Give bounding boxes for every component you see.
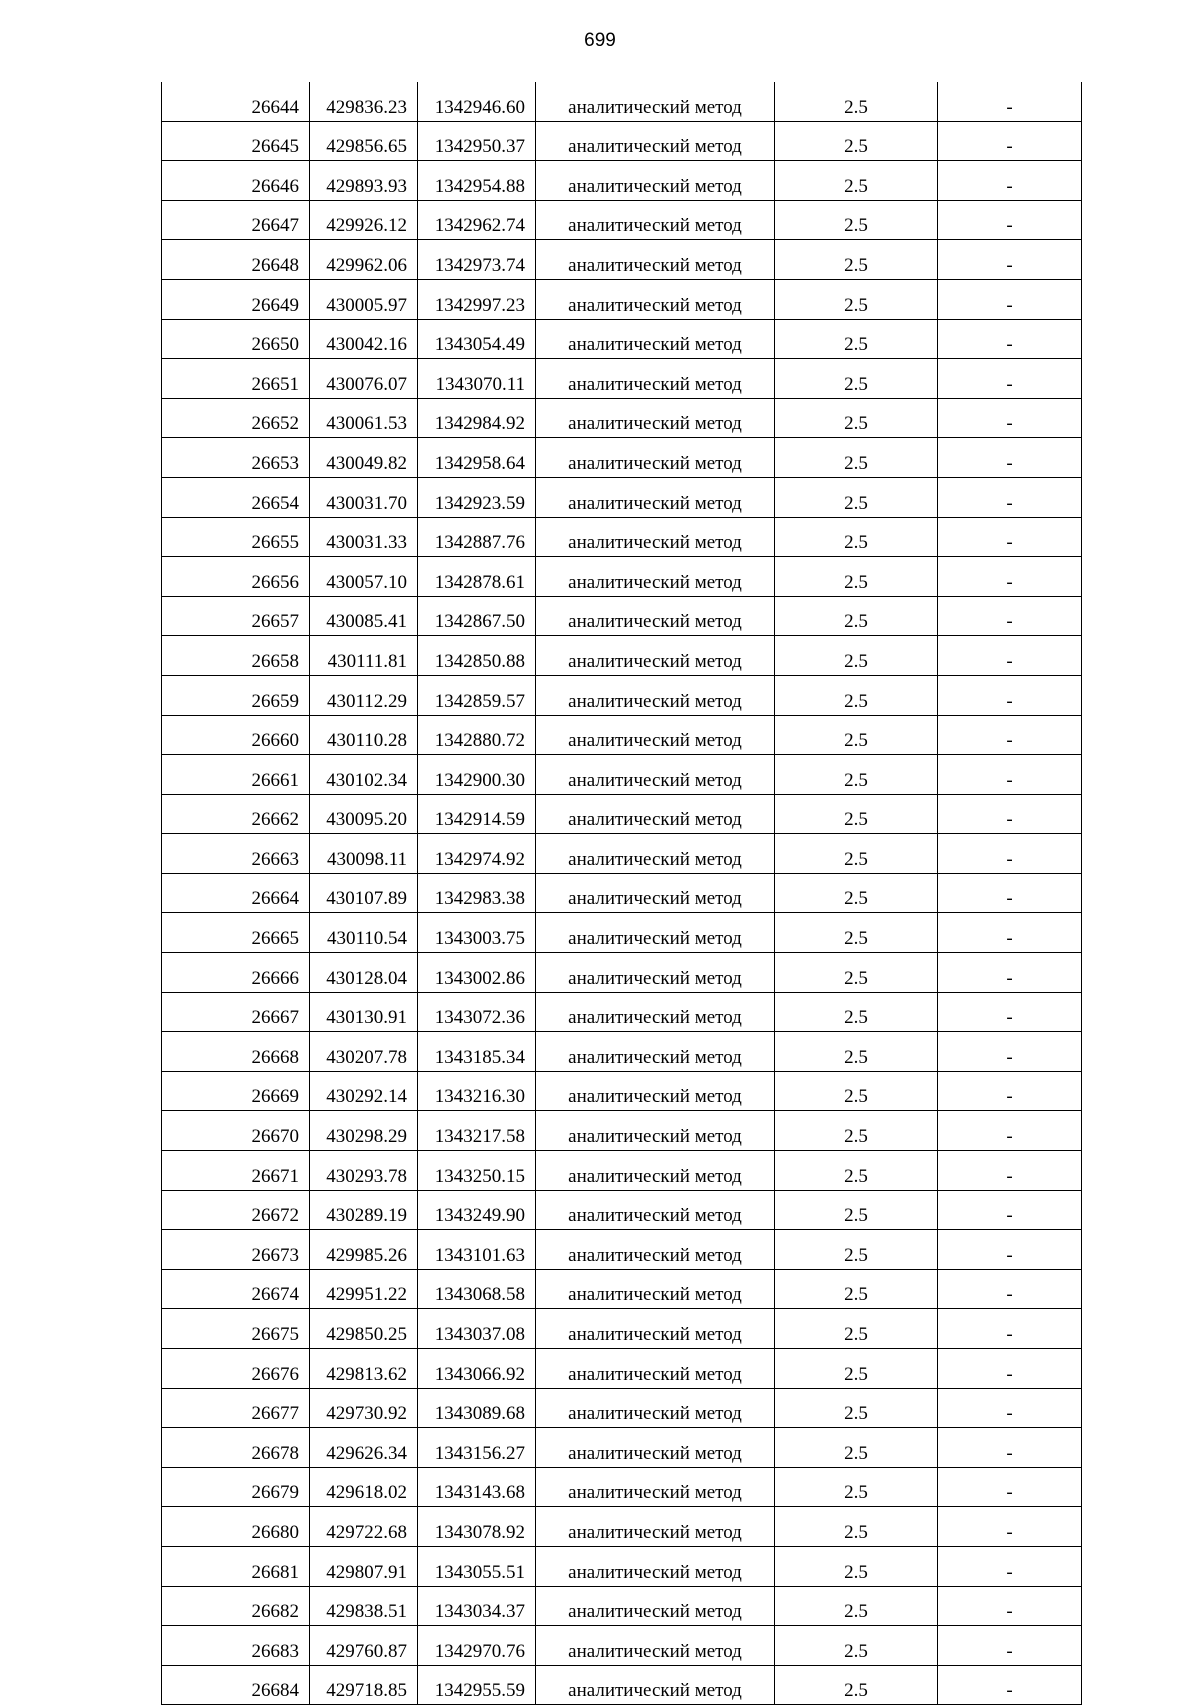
table-row <box>162 279 1082 319</box>
note-cell: - <box>938 1467 1082 1507</box>
accuracy-cell: 2.5 <box>775 636 938 676</box>
y-coordinate-cell: 1343217.58 <box>418 1111 536 1151</box>
table-row <box>162 834 1082 874</box>
accuracy-cell: 2.5 <box>775 279 938 319</box>
table-row <box>162 1190 1082 1230</box>
accuracy-cell: 2.5 <box>775 794 938 834</box>
y-coordinate-cell: 1343185.34 <box>418 1032 536 1072</box>
note-cell: - <box>938 1665 1082 1705</box>
table-row <box>162 1032 1082 1072</box>
table-body <box>162 82 1082 1705</box>
point-number-cell: 26667 <box>162 992 310 1032</box>
x-coordinate-cell: 430098.11 <box>310 834 418 874</box>
accuracy-cell: 2.5 <box>775 477 938 517</box>
y-coordinate-cell: 1342923.59 <box>418 477 536 517</box>
note-cell: - <box>938 596 1082 636</box>
y-coordinate-cell: 1343250.15 <box>418 1151 536 1191</box>
accuracy-cell: 2.5 <box>775 1665 938 1705</box>
point-number-cell: 26653 <box>162 438 310 478</box>
accuracy-cell: 2.5 <box>775 1467 938 1507</box>
table-row <box>162 398 1082 438</box>
accuracy-cell: 2.5 <box>775 1507 938 1547</box>
table-row <box>162 1388 1082 1428</box>
x-coordinate-cell: 429760.87 <box>310 1626 418 1666</box>
x-coordinate-cell: 430049.82 <box>310 438 418 478</box>
table-row <box>162 200 1082 240</box>
note-cell: - <box>938 1507 1082 1547</box>
note-cell: - <box>938 82 1082 121</box>
x-coordinate-cell: 430289.19 <box>310 1190 418 1230</box>
note-cell: - <box>938 1309 1082 1349</box>
x-coordinate-cell: 430111.81 <box>310 636 418 676</box>
accuracy-cell: 2.5 <box>775 992 938 1032</box>
method-cell: аналитический метод <box>536 1269 775 1309</box>
accuracy-cell: 2.5 <box>775 596 938 636</box>
accuracy-cell: 2.5 <box>775 557 938 597</box>
point-number-cell: 26677 <box>162 1388 310 1428</box>
table-row <box>162 596 1082 636</box>
accuracy-cell: 2.5 <box>775 834 938 874</box>
method-cell: аналитический метод <box>536 82 775 121</box>
y-coordinate-cell: 1343054.49 <box>418 319 536 359</box>
y-coordinate-cell: 1342880.72 <box>418 715 536 755</box>
point-number-cell: 26657 <box>162 596 310 636</box>
point-number-cell: 26670 <box>162 1111 310 1151</box>
y-coordinate-cell: 1342878.61 <box>418 557 536 597</box>
note-cell: - <box>938 359 1082 399</box>
y-coordinate-cell: 1343143.68 <box>418 1467 536 1507</box>
method-cell: аналитический метод <box>536 1349 775 1389</box>
table-row <box>162 1586 1082 1626</box>
method-cell: аналитический метод <box>536 1428 775 1468</box>
x-coordinate-cell: 429722.68 <box>310 1507 418 1547</box>
table-row <box>162 715 1082 755</box>
accuracy-cell: 2.5 <box>775 398 938 438</box>
note-cell: - <box>938 1269 1082 1309</box>
note-cell: - <box>938 1626 1082 1666</box>
point-number-cell: 26669 <box>162 1071 310 1111</box>
note-cell: - <box>938 1388 1082 1428</box>
y-coordinate-cell: 1342867.50 <box>418 596 536 636</box>
method-cell: аналитический метод <box>536 755 775 795</box>
point-number-cell: 26664 <box>162 873 310 913</box>
x-coordinate-cell: 430298.29 <box>310 1111 418 1151</box>
y-coordinate-cell: 1342887.76 <box>418 517 536 557</box>
accuracy-cell: 2.5 <box>775 1111 938 1151</box>
table-row <box>162 675 1082 715</box>
point-number-cell: 26673 <box>162 1230 310 1270</box>
y-coordinate-cell: 1343156.27 <box>418 1428 536 1468</box>
y-coordinate-cell: 1343037.08 <box>418 1309 536 1349</box>
y-coordinate-cell: 1343101.63 <box>418 1230 536 1270</box>
table-row <box>162 873 1082 913</box>
accuracy-cell: 2.5 <box>775 319 938 359</box>
point-number-cell: 26684 <box>162 1665 310 1705</box>
y-coordinate-cell: 1343003.75 <box>418 913 536 953</box>
table-row <box>162 240 1082 280</box>
accuracy-cell: 2.5 <box>775 1428 938 1468</box>
y-coordinate-cell: 1343034.37 <box>418 1586 536 1626</box>
table-row <box>162 1269 1082 1309</box>
accuracy-cell: 2.5 <box>775 755 938 795</box>
accuracy-cell: 2.5 <box>775 1546 938 1586</box>
table-row <box>162 1507 1082 1547</box>
table-row <box>162 1111 1082 1151</box>
table-row <box>162 1665 1082 1705</box>
note-cell: - <box>938 913 1082 953</box>
note-cell: - <box>938 438 1082 478</box>
accuracy-cell: 2.5 <box>775 438 938 478</box>
note-cell: - <box>938 240 1082 280</box>
accuracy-cell: 2.5 <box>775 359 938 399</box>
accuracy-cell: 2.5 <box>775 1626 938 1666</box>
accuracy-cell: 2.5 <box>775 200 938 240</box>
note-cell: - <box>938 834 1082 874</box>
method-cell: аналитический метод <box>536 953 775 993</box>
y-coordinate-cell: 1343078.92 <box>418 1507 536 1547</box>
method-cell: аналитический метод <box>536 596 775 636</box>
point-number-cell: 26672 <box>162 1190 310 1230</box>
method-cell: аналитический метод <box>536 1230 775 1270</box>
y-coordinate-cell: 1343216.30 <box>418 1071 536 1111</box>
method-cell: аналитический метод <box>536 1190 775 1230</box>
y-coordinate-cell: 1343002.86 <box>418 953 536 993</box>
accuracy-cell: 2.5 <box>775 1309 938 1349</box>
point-number-cell: 26666 <box>162 953 310 993</box>
y-coordinate-cell: 1342983.38 <box>418 873 536 913</box>
accuracy-cell: 2.5 <box>775 715 938 755</box>
x-coordinate-cell: 429807.91 <box>310 1546 418 1586</box>
accuracy-cell: 2.5 <box>775 1230 938 1270</box>
y-coordinate-cell: 1343072.36 <box>418 992 536 1032</box>
note-cell: - <box>938 873 1082 913</box>
x-coordinate-cell: 429836.23 <box>310 82 418 121</box>
note-cell: - <box>938 794 1082 834</box>
table-row <box>162 992 1082 1032</box>
table-row <box>162 1546 1082 1586</box>
point-number-cell: 26679 <box>162 1467 310 1507</box>
y-coordinate-cell: 1342946.60 <box>418 82 536 121</box>
y-coordinate-cell: 1342997.23 <box>418 279 536 319</box>
note-cell: - <box>938 755 1082 795</box>
note-cell: - <box>938 517 1082 557</box>
y-coordinate-cell: 1342970.76 <box>418 1626 536 1666</box>
point-number-cell: 26658 <box>162 636 310 676</box>
accuracy-cell: 2.5 <box>775 1190 938 1230</box>
note-cell: - <box>938 398 1082 438</box>
point-number-cell: 26656 <box>162 557 310 597</box>
x-coordinate-cell: 429985.26 <box>310 1230 418 1270</box>
x-coordinate-cell: 430005.97 <box>310 279 418 319</box>
note-cell: - <box>938 1586 1082 1626</box>
point-number-cell: 26659 <box>162 675 310 715</box>
y-coordinate-cell: 1342900.30 <box>418 755 536 795</box>
table-row <box>162 1151 1082 1191</box>
y-coordinate-cell: 1342955.59 <box>418 1665 536 1705</box>
note-cell: - <box>938 675 1082 715</box>
table-row <box>162 794 1082 834</box>
note-cell: - <box>938 1071 1082 1111</box>
method-cell: аналитический метод <box>536 636 775 676</box>
accuracy-cell: 2.5 <box>775 1388 938 1428</box>
coordinates-table <box>161 82 1082 1705</box>
point-number-cell: 26645 <box>162 121 310 161</box>
note-cell: - <box>938 279 1082 319</box>
method-cell: аналитический метод <box>536 1507 775 1547</box>
note-cell: - <box>938 992 1082 1032</box>
point-number-cell: 26682 <box>162 1586 310 1626</box>
table-row <box>162 319 1082 359</box>
note-cell: - <box>938 1190 1082 1230</box>
accuracy-cell: 2.5 <box>775 873 938 913</box>
note-cell: - <box>938 715 1082 755</box>
method-cell: аналитический метод <box>536 1111 775 1151</box>
note-cell: - <box>938 477 1082 517</box>
x-coordinate-cell: 430085.41 <box>310 596 418 636</box>
table-row <box>162 438 1082 478</box>
table-row <box>162 913 1082 953</box>
y-coordinate-cell: 1343249.90 <box>418 1190 536 1230</box>
point-number-cell: 26644 <box>162 82 310 121</box>
table-row <box>162 121 1082 161</box>
note-cell: - <box>938 200 1082 240</box>
note-cell: - <box>938 1032 1082 1072</box>
note-cell: - <box>938 1230 1082 1270</box>
accuracy-cell: 2.5 <box>775 675 938 715</box>
point-number-cell: 26683 <box>162 1626 310 1666</box>
point-number-cell: 26654 <box>162 477 310 517</box>
note-cell: - <box>938 1349 1082 1389</box>
page-number: 699 <box>584 30 616 51</box>
table-row <box>162 755 1082 795</box>
table-row <box>162 1626 1082 1666</box>
method-cell: аналитический метод <box>536 200 775 240</box>
x-coordinate-cell: 429838.51 <box>310 1586 418 1626</box>
point-number-cell: 26648 <box>162 240 310 280</box>
accuracy-cell: 2.5 <box>775 1032 938 1072</box>
method-cell: аналитический метод <box>536 438 775 478</box>
point-number-cell: 26660 <box>162 715 310 755</box>
x-coordinate-cell: 429856.65 <box>310 121 418 161</box>
note-cell: - <box>938 1546 1082 1586</box>
x-coordinate-cell: 430292.14 <box>310 1071 418 1111</box>
accuracy-cell: 2.5 <box>775 240 938 280</box>
table-row <box>162 1071 1082 1111</box>
y-coordinate-cell: 1343068.58 <box>418 1269 536 1309</box>
x-coordinate-cell: 429850.25 <box>310 1309 418 1349</box>
point-number-cell: 26674 <box>162 1269 310 1309</box>
x-coordinate-cell: 430057.10 <box>310 557 418 597</box>
point-number-cell: 26663 <box>162 834 310 874</box>
point-number-cell: 26651 <box>162 359 310 399</box>
point-number-cell: 26646 <box>162 161 310 201</box>
x-coordinate-cell: 429926.12 <box>310 200 418 240</box>
method-cell: аналитический метод <box>536 1586 775 1626</box>
point-number-cell: 26680 <box>162 1507 310 1547</box>
x-coordinate-cell: 430107.89 <box>310 873 418 913</box>
method-cell: аналитический метод <box>536 161 775 201</box>
accuracy-cell: 2.5 <box>775 913 938 953</box>
accuracy-cell: 2.5 <box>775 82 938 121</box>
method-cell: аналитический метод <box>536 715 775 755</box>
method-cell: аналитический метод <box>536 873 775 913</box>
accuracy-cell: 2.5 <box>775 1071 938 1111</box>
y-coordinate-cell: 1342850.88 <box>418 636 536 676</box>
point-number-cell: 26655 <box>162 517 310 557</box>
method-cell: аналитический метод <box>536 1071 775 1111</box>
table-row <box>162 517 1082 557</box>
method-cell: аналитический метод <box>536 1665 775 1705</box>
point-number-cell: 26678 <box>162 1428 310 1468</box>
accuracy-cell: 2.5 <box>775 1269 938 1309</box>
y-coordinate-cell: 1342984.92 <box>418 398 536 438</box>
x-coordinate-cell: 430095.20 <box>310 794 418 834</box>
x-coordinate-cell: 429618.02 <box>310 1467 418 1507</box>
x-coordinate-cell: 430110.54 <box>310 913 418 953</box>
method-cell: аналитический метод <box>536 675 775 715</box>
x-coordinate-cell: 430076.07 <box>310 359 418 399</box>
method-cell: аналитический метод <box>536 1467 775 1507</box>
method-cell: аналитический метод <box>536 1151 775 1191</box>
x-coordinate-cell: 430102.34 <box>310 755 418 795</box>
method-cell: аналитический метод <box>536 1626 775 1666</box>
x-coordinate-cell: 429962.06 <box>310 240 418 280</box>
method-cell: аналитический метод <box>536 1309 775 1349</box>
table-row <box>162 953 1082 993</box>
method-cell: аналитический метод <box>536 279 775 319</box>
point-number-cell: 26661 <box>162 755 310 795</box>
y-coordinate-cell: 1342974.92 <box>418 834 536 874</box>
x-coordinate-cell: 429718.85 <box>310 1665 418 1705</box>
method-cell: аналитический метод <box>536 557 775 597</box>
x-coordinate-cell: 430112.29 <box>310 675 418 715</box>
x-coordinate-cell: 430207.78 <box>310 1032 418 1072</box>
method-cell: аналитический метод <box>536 121 775 161</box>
x-coordinate-cell: 430042.16 <box>310 319 418 359</box>
point-number-cell: 26665 <box>162 913 310 953</box>
y-coordinate-cell: 1342973.74 <box>418 240 536 280</box>
note-cell: - <box>938 1111 1082 1151</box>
x-coordinate-cell: 430031.33 <box>310 517 418 557</box>
coordinates-table-container <box>161 82 1081 1705</box>
point-number-cell: 26671 <box>162 1151 310 1191</box>
method-cell: аналитический метод <box>536 517 775 557</box>
y-coordinate-cell: 1342954.88 <box>418 161 536 201</box>
note-cell: - <box>938 557 1082 597</box>
table-row <box>162 359 1082 399</box>
table-row <box>162 1230 1082 1270</box>
y-coordinate-cell: 1343055.51 <box>418 1546 536 1586</box>
x-coordinate-cell: 430130.91 <box>310 992 418 1032</box>
y-coordinate-cell: 1342859.57 <box>418 675 536 715</box>
y-coordinate-cell: 1342958.64 <box>418 438 536 478</box>
point-number-cell: 26652 <box>162 398 310 438</box>
method-cell: аналитический метод <box>536 398 775 438</box>
method-cell: аналитический метод <box>536 240 775 280</box>
method-cell: аналитический метод <box>536 794 775 834</box>
method-cell: аналитический метод <box>536 359 775 399</box>
x-coordinate-cell: 429813.62 <box>310 1349 418 1389</box>
table-row <box>162 161 1082 201</box>
table-row <box>162 557 1082 597</box>
method-cell: аналитический метод <box>536 1388 775 1428</box>
accuracy-cell: 2.5 <box>775 517 938 557</box>
point-number-cell: 26647 <box>162 200 310 240</box>
table-row <box>162 1349 1082 1389</box>
point-number-cell: 26668 <box>162 1032 310 1072</box>
point-number-cell: 26662 <box>162 794 310 834</box>
point-number-cell: 26676 <box>162 1349 310 1389</box>
x-coordinate-cell: 430110.28 <box>310 715 418 755</box>
note-cell: - <box>938 1428 1082 1468</box>
y-coordinate-cell: 1342950.37 <box>418 121 536 161</box>
accuracy-cell: 2.5 <box>775 1586 938 1626</box>
point-number-cell: 26650 <box>162 319 310 359</box>
accuracy-cell: 2.5 <box>775 161 938 201</box>
y-coordinate-cell: 1343070.11 <box>418 359 536 399</box>
y-coordinate-cell: 1342962.74 <box>418 200 536 240</box>
method-cell: аналитический метод <box>536 1546 775 1586</box>
point-number-cell: 26675 <box>162 1309 310 1349</box>
table-row <box>162 1309 1082 1349</box>
x-coordinate-cell: 429951.22 <box>310 1269 418 1309</box>
method-cell: аналитический метод <box>536 913 775 953</box>
table-row <box>162 636 1082 676</box>
note-cell: - <box>938 636 1082 676</box>
method-cell: аналитический метод <box>536 319 775 359</box>
note-cell: - <box>938 121 1082 161</box>
table-row <box>162 477 1082 517</box>
x-coordinate-cell: 430128.04 <box>310 953 418 993</box>
x-coordinate-cell: 429893.93 <box>310 161 418 201</box>
note-cell: - <box>938 1151 1082 1191</box>
x-coordinate-cell: 429730.92 <box>310 1388 418 1428</box>
point-number-cell: 26649 <box>162 279 310 319</box>
method-cell: аналитический метод <box>536 834 775 874</box>
method-cell: аналитический метод <box>536 1032 775 1072</box>
note-cell: - <box>938 161 1082 201</box>
note-cell: - <box>938 953 1082 993</box>
y-coordinate-cell: 1343089.68 <box>418 1388 536 1428</box>
y-coordinate-cell: 1343066.92 <box>418 1349 536 1389</box>
table-row <box>162 82 1082 121</box>
y-coordinate-cell: 1342914.59 <box>418 794 536 834</box>
note-cell: - <box>938 319 1082 359</box>
x-coordinate-cell: 429626.34 <box>310 1428 418 1468</box>
table-row <box>162 1428 1082 1468</box>
accuracy-cell: 2.5 <box>775 953 938 993</box>
accuracy-cell: 2.5 <box>775 1151 938 1191</box>
method-cell: аналитический метод <box>536 992 775 1032</box>
method-cell: аналитический метод <box>536 477 775 517</box>
x-coordinate-cell: 430293.78 <box>310 1151 418 1191</box>
x-coordinate-cell: 430061.53 <box>310 398 418 438</box>
accuracy-cell: 2.5 <box>775 121 938 161</box>
x-coordinate-cell: 430031.70 <box>310 477 418 517</box>
accuracy-cell: 2.5 <box>775 1349 938 1389</box>
table-row <box>162 1467 1082 1507</box>
point-number-cell: 26681 <box>162 1546 310 1586</box>
